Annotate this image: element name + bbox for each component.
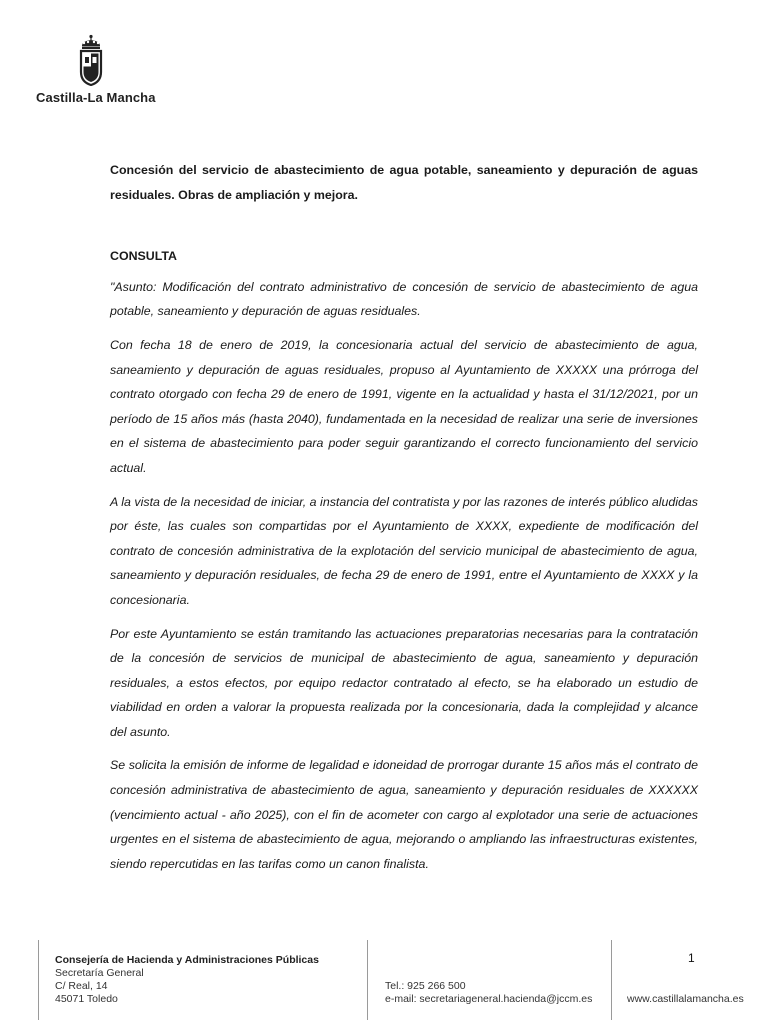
footer-divider	[611, 940, 612, 1020]
footer-phone: Tel.: 925 266 500	[385, 980, 466, 992]
footer-divider	[367, 940, 368, 1020]
footer-office: Secretaría General	[55, 967, 144, 979]
paragraph-5: Se solicita la emisión de informe de legalidad e idoneidad de prorrogar durante 15 años más el contrato de concesión administrativa de abastecimiento de agua, saneamiento y depuración residuales de XXXXXX (vencimiento actual - año 2025), con el fin de acometer con cargo al explotador una serie de actuaciones urgentes en el sistema de abastecimiento de agua, mejorando o ampliando las infraestructuras existentes, siendo repercutidas en las tarifas como un canon finalista.	[110, 758, 698, 871]
castilla-la-mancha-crown-shield-icon	[76, 34, 106, 86]
document-body	[110, 158, 698, 885]
footer-divider	[38, 940, 39, 1020]
paragraph-3: A la vista de la necesidad de iniciar, a instancia del contratista y por las razones de interés público aludidas por éste, las cuales son compartidas por el Ayuntamiento de XXXX, expediente de modificación del contrato de concesión administrativa de la explotación del servicio municipal de abastecimiento de agua, saneamiento y depuración residuales, de fecha 29 de enero de 1991, entre el Ayuntamiento de XXXX y la concesionaria.	[110, 494, 698, 607]
footer-email[interactable]: e-mail: secretariageneral.hacienda@jccm.es	[385, 993, 593, 1005]
logo-text: Castilla-La Mancha	[36, 90, 156, 105]
paragraph-2: Con fecha 18 de enero de 2019, la concesionaria actual del servicio de abastecimiento de agua, saneamiento y depuración de aguas residuales, propuso al Ayuntamiento de XXXXX una prórroga del contrato otorgado con fecha 29 de enero de 1991, vigente en la actualidad y hasta el 31/12/2021, por un período de 15 años más (hasta 2040), fundamentada en la necesidad de realizar una serie de inversiones en el sistema de abastecimiento para poder seguir garantizando el correcto funcionamiento del servicio actual.	[110, 337, 698, 475]
header-logo	[36, 34, 156, 114]
document-title: Concesión del servicio de abastecimiento de agua potable, saneamiento y depuración de aguas residuales. Obras de ampliación y mejora.	[110, 163, 698, 202]
paragraph-4: Por este Ayuntamiento se están tramitando las actuaciones preparatorias necesarias para la contratación de la concesión de servicios de municipal de abastecimiento de agua, saneamiento y depuración residuales, a estos efectos, por equipo redactor contratado al efecto, se ha elaborado un estudio de viabilidad en orden a valorar la propuesta realizada por la concesionaria, dada la complejidad y alcance del asunto.	[110, 626, 698, 739]
paragraph-1: "Asunto: Modificación del contrato administrativo de concesión de servicio de abastecimiento de agua potable, saneamiento y depuración de aguas residuales.	[110, 279, 698, 319]
footer-city: 45071 Toledo	[55, 993, 118, 1005]
page-number: 1	[688, 951, 695, 965]
footer-website[interactable]: www.castillalamancha.es	[627, 993, 744, 1005]
section-heading: CONSULTA	[110, 249, 177, 264]
footer-address-block	[55, 954, 319, 1006]
footer-contact-block	[385, 980, 592, 1006]
footer-street: C/ Real, 14	[55, 980, 108, 992]
footer	[0, 940, 770, 1024]
footer-department: Consejería de Hacienda y Administraciones Públicas	[55, 954, 319, 966]
